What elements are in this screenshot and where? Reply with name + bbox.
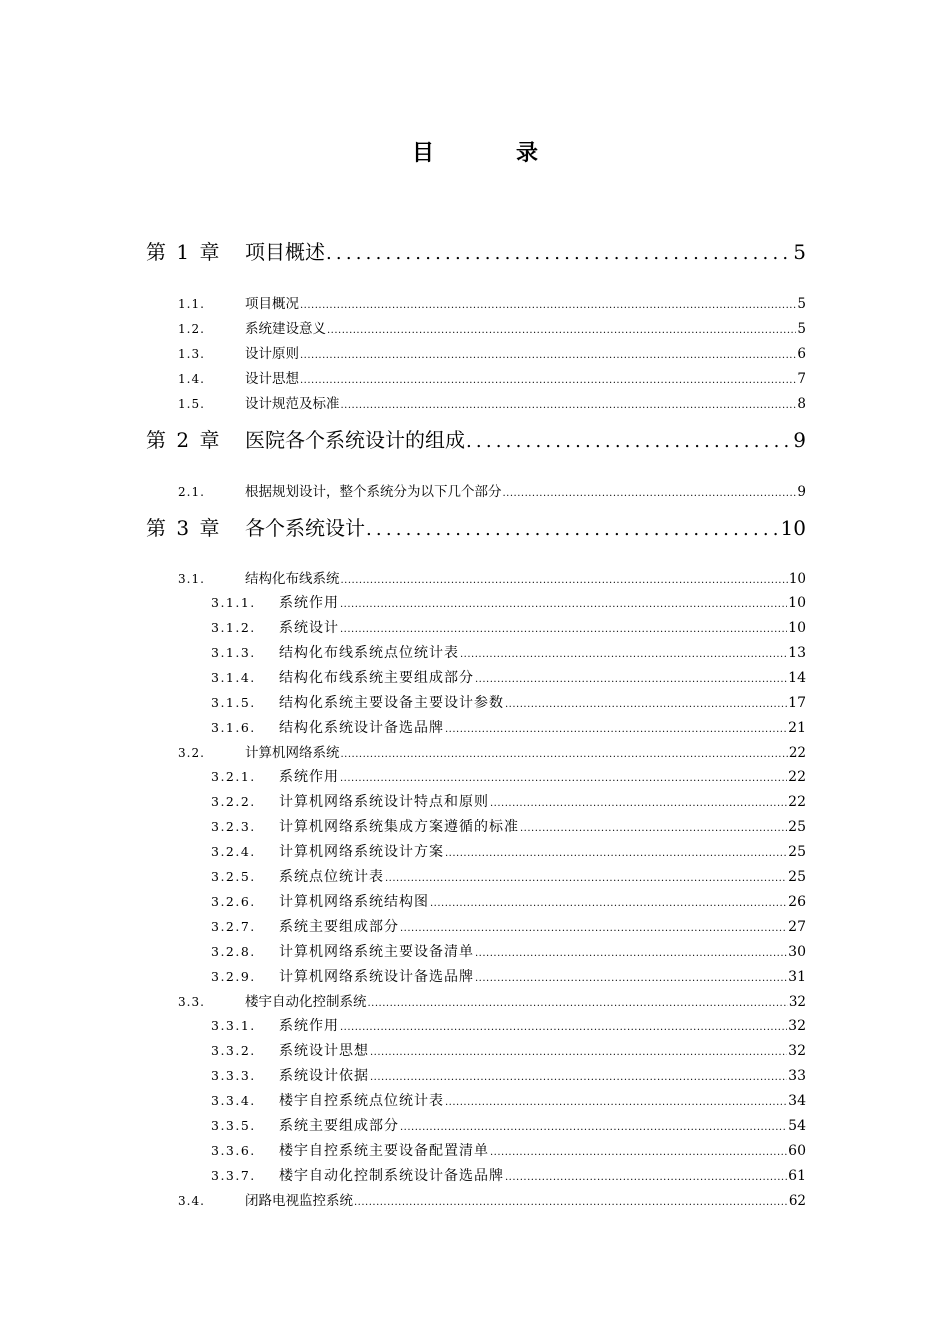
dot-leader bbox=[354, 1197, 788, 1208]
toc-chapter[interactable] bbox=[146, 236, 806, 265]
toc-subsection[interactable] bbox=[211, 941, 806, 961]
dot-leader bbox=[490, 798, 787, 809]
dot-leader bbox=[370, 1072, 787, 1083]
toc-entry-title: 系统设计依据 bbox=[279, 1068, 369, 1084]
toc-entry-number: 3.3.5. bbox=[211, 1118, 256, 1133]
dot-leader bbox=[445, 848, 787, 859]
dot-leader bbox=[475, 948, 787, 959]
toc-entry-number: 第 1 章 bbox=[146, 240, 222, 264]
toc-entry-title: 结构化系统主要设备主要设计参数 bbox=[279, 695, 504, 711]
toc-subsection[interactable] bbox=[211, 642, 806, 662]
toc-page-number: 60 bbox=[788, 1143, 806, 1159]
dot-leader bbox=[341, 575, 788, 586]
toc-entry-title: 项目概述 bbox=[245, 240, 325, 264]
toc-section[interactable] bbox=[178, 342, 806, 362]
toc-entry-number: 3.1.6. bbox=[211, 720, 256, 735]
dot-leader bbox=[341, 749, 788, 760]
toc-entry-title: 结构化布线系统点位统计表 bbox=[279, 645, 459, 661]
toc-entry-title: 各个系统设计 bbox=[245, 516, 365, 540]
dot-leader bbox=[300, 300, 796, 311]
dot-leader bbox=[385, 873, 787, 884]
toc-section[interactable] bbox=[178, 990, 806, 1010]
toc-entry-title: 闭路电视监控系统 bbox=[245, 1193, 353, 1209]
toc-entry-number: 3.1.4. bbox=[211, 670, 256, 685]
toc-page-number: 10 bbox=[788, 620, 806, 636]
toc-entry-number: 3.3.7. bbox=[211, 1168, 256, 1183]
toc-entry-number: 3.2.9. bbox=[211, 969, 256, 984]
toc-entry-number: 1.5. bbox=[178, 397, 205, 411]
toc-entry-number: 2.1. bbox=[178, 485, 205, 499]
toc-subsection[interactable] bbox=[211, 766, 806, 786]
toc-entry-number: 3.2.8. bbox=[211, 944, 256, 959]
toc-entry-title: 系统作用 bbox=[279, 1018, 339, 1034]
toc-entry-title: 系统设计 bbox=[279, 620, 339, 636]
dot-leader bbox=[340, 773, 787, 784]
toc-page-number: 62 bbox=[788, 1193, 806, 1209]
toc-chapter[interactable] bbox=[146, 512, 806, 541]
toc-section[interactable] bbox=[178, 367, 806, 387]
toc-entry-title: 计算机网络系统结构图 bbox=[279, 894, 429, 910]
toc-entry-title: 设计原则 bbox=[245, 346, 299, 362]
toc-section[interactable] bbox=[178, 292, 806, 312]
toc-entry-number: 3.1.2. bbox=[211, 620, 256, 635]
toc-page-number: 25 bbox=[788, 844, 806, 860]
toc-page-number: 6 bbox=[797, 346, 806, 362]
toc-subsection[interactable] bbox=[211, 592, 806, 612]
dot-leader bbox=[326, 243, 792, 264]
toc-entry-title: 计算机网络系统设计特点和原则 bbox=[279, 794, 489, 810]
toc-page-number: 34 bbox=[788, 1093, 806, 1109]
toc-entry-number: 3.3.2. bbox=[211, 1043, 256, 1058]
toc-page-number: 22 bbox=[788, 745, 806, 761]
toc-page-number: 21 bbox=[788, 720, 806, 736]
toc-page-number: 14 bbox=[788, 670, 806, 686]
toc-entry-number: 3.1.1. bbox=[211, 595, 256, 610]
toc-entry-title: 结构化系统设计备选品牌 bbox=[279, 720, 444, 736]
toc-subsection[interactable] bbox=[211, 667, 806, 687]
toc-page-number: 5 bbox=[797, 321, 806, 337]
toc-subsection[interactable] bbox=[211, 841, 806, 861]
toc-section[interactable] bbox=[178, 567, 806, 587]
toc-entry-number: 3.2.2. bbox=[211, 794, 256, 809]
toc-entry-title: 设计思想 bbox=[245, 371, 299, 387]
toc-page-number: 5 bbox=[797, 296, 806, 312]
toc-entry-number: 3.3.1. bbox=[211, 1018, 256, 1033]
toc-entry-number: 3.3. bbox=[178, 995, 205, 1009]
toc-entry-title: 计算机网络系统设计备选品牌 bbox=[279, 969, 474, 985]
dot-leader bbox=[340, 1022, 787, 1033]
toc-subsection[interactable] bbox=[211, 692, 806, 712]
toc-subsection[interactable] bbox=[211, 966, 806, 986]
toc-page-number: 13 bbox=[788, 645, 806, 661]
toc-entry-number: 3.2.5. bbox=[211, 869, 256, 884]
toc-entry-number: 3.1.3. bbox=[211, 645, 256, 660]
toc-subsection[interactable] bbox=[211, 1040, 806, 1060]
toc-entry-title: 项目概况 bbox=[245, 296, 299, 312]
toc-chapter[interactable] bbox=[146, 424, 806, 453]
toc-section[interactable] bbox=[178, 317, 806, 337]
toc-page-number: 32 bbox=[788, 994, 806, 1010]
toc-subsection[interactable] bbox=[211, 1165, 806, 1185]
toc-entry-number: 3.2.1. bbox=[211, 769, 256, 784]
toc-subsection[interactable] bbox=[211, 891, 806, 911]
toc-entry-title: 系统建设意义 bbox=[245, 321, 326, 337]
dot-leader bbox=[366, 519, 780, 540]
dot-leader bbox=[430, 898, 787, 909]
toc-entry-title: 系统主要组成部分 bbox=[279, 1118, 399, 1134]
toc-page-number: 9 bbox=[797, 484, 806, 500]
toc-entry-number: 3.3.3. bbox=[211, 1068, 256, 1083]
toc-entry-number: 3.2.3. bbox=[211, 819, 256, 834]
toc-page-number: 32 bbox=[788, 1043, 806, 1059]
toc-entry-title: 楼宇自动化控制系统 bbox=[245, 994, 367, 1010]
dot-leader bbox=[341, 400, 797, 411]
toc-entry-title: 系统主要组成部分 bbox=[279, 919, 399, 935]
toc-page-number: 25 bbox=[788, 869, 806, 885]
toc-entry-title: 系统作用 bbox=[279, 769, 339, 785]
toc-subsection[interactable] bbox=[211, 1015, 806, 1035]
toc-entry-number: 1.4. bbox=[178, 372, 205, 386]
toc-page-number: 10 bbox=[788, 571, 806, 587]
dot-leader bbox=[505, 699, 787, 710]
toc-subsection[interactable] bbox=[211, 1115, 806, 1135]
toc-page-number: 33 bbox=[788, 1068, 806, 1084]
toc-subsection[interactable] bbox=[211, 1065, 806, 1085]
toc-entry-title: 楼宇自控系统主要设备配置清单 bbox=[279, 1143, 489, 1159]
toc-page-number: 54 bbox=[788, 1118, 806, 1134]
dot-leader bbox=[475, 973, 787, 984]
toc-page-number: 27 bbox=[788, 919, 806, 935]
toc-page-number: 30 bbox=[788, 944, 806, 960]
toc-entry-number: 3.4. bbox=[178, 1194, 205, 1208]
dot-leader bbox=[445, 1097, 787, 1108]
dot-leader bbox=[300, 350, 796, 361]
dot-leader bbox=[340, 599, 787, 610]
toc-entry-title: 医院各个系统设计的组成 bbox=[245, 428, 465, 452]
toc-page-number: 17 bbox=[788, 695, 806, 711]
toc-entry-title: 计算机网络系统集成方案遵循的标准 bbox=[279, 819, 519, 835]
toc-entry-number: 3.2.7. bbox=[211, 919, 256, 934]
toc-entry-number: 1.1. bbox=[178, 297, 205, 311]
toc-page-number: 8 bbox=[797, 396, 806, 412]
toc-page-number: 22 bbox=[788, 769, 806, 785]
toc-entry-number: 3.2.4. bbox=[211, 844, 256, 859]
toc-entry-number: 3.1. bbox=[178, 572, 205, 586]
toc-page-number: 10 bbox=[780, 516, 806, 540]
toc-section[interactable] bbox=[178, 741, 806, 761]
toc-page-number: 25 bbox=[788, 819, 806, 835]
toc-page-number: 26 bbox=[788, 894, 806, 910]
toc-page-number: 10 bbox=[788, 595, 806, 611]
toc-entry-number: 第 3 章 bbox=[146, 516, 222, 540]
toc-page-number: 7 bbox=[797, 371, 806, 387]
toc-subsection[interactable] bbox=[211, 717, 806, 737]
toc-entry-number: 3.2. bbox=[178, 746, 205, 760]
toc-entry-title: 设计规范及标准 bbox=[245, 396, 340, 412]
dot-leader bbox=[368, 998, 788, 1009]
dot-leader bbox=[520, 823, 787, 834]
dot-leader bbox=[327, 325, 796, 336]
toc-subsection[interactable] bbox=[211, 1140, 806, 1160]
toc-subsection[interactable] bbox=[211, 866, 806, 886]
dot-leader bbox=[503, 488, 797, 499]
toc-page-number: 32 bbox=[788, 1018, 806, 1034]
toc-entry-title: 楼宇自控系统点位统计表 bbox=[279, 1093, 444, 1109]
toc-entry-number: 3.3.4. bbox=[211, 1093, 256, 1108]
dot-leader bbox=[370, 1047, 787, 1058]
toc-subsection[interactable] bbox=[211, 816, 806, 836]
toc-subsection[interactable] bbox=[211, 791, 806, 811]
dot-leader bbox=[466, 431, 792, 452]
toc-subsection[interactable] bbox=[211, 617, 806, 637]
toc-entry-number: 3.2.6. bbox=[211, 894, 256, 909]
toc-entry-title: 根据规划设计，整个系统分为以下几个部分 bbox=[245, 484, 502, 500]
dot-leader bbox=[505, 1172, 787, 1183]
toc-entry-title: 楼宇自动化控制系统设计备选品牌 bbox=[279, 1168, 504, 1184]
toc-entry-title: 结构化布线系统主要组成部分 bbox=[279, 670, 474, 686]
toc-entry-number: 第 2 章 bbox=[146, 428, 222, 452]
toc-page-number: 31 bbox=[788, 969, 806, 985]
toc-section[interactable] bbox=[178, 392, 806, 412]
dot-leader bbox=[400, 1122, 787, 1133]
toc-subsection[interactable] bbox=[211, 1090, 806, 1110]
dot-leader bbox=[300, 375, 796, 386]
toc-entry-title: 计算机网络系统 bbox=[245, 745, 340, 761]
toc-entry-number: 1.3. bbox=[178, 347, 205, 361]
toc-entry-title: 系统设计思想 bbox=[279, 1043, 369, 1059]
toc-section[interactable] bbox=[178, 1189, 806, 1209]
toc-subsection[interactable] bbox=[211, 916, 806, 936]
dot-leader bbox=[475, 674, 787, 685]
toc-page-number: 61 bbox=[788, 1168, 806, 1184]
toc-entry-title: 计算机网络系统主要设备清单 bbox=[279, 944, 474, 960]
toc-entry-title: 系统点位统计表 bbox=[279, 869, 384, 885]
toc-entry-number: 3.1.5. bbox=[211, 695, 256, 710]
dot-leader bbox=[490, 1147, 787, 1158]
dot-leader bbox=[460, 649, 787, 660]
toc-entry-number: 1.2. bbox=[178, 322, 205, 336]
toc-page-number: 9 bbox=[793, 428, 806, 452]
toc-page-number: 22 bbox=[788, 794, 806, 810]
toc-entry-number: 3.3.6. bbox=[211, 1143, 256, 1158]
dot-leader bbox=[340, 624, 787, 635]
toc-entry-title: 系统作用 bbox=[279, 595, 339, 611]
dot-leader bbox=[400, 923, 787, 934]
toc-title: 目 录 bbox=[411, 140, 568, 166]
toc-entry-title: 结构化布线系统 bbox=[245, 571, 340, 587]
dot-leader bbox=[445, 724, 787, 735]
toc-entry-title: 计算机网络系统设计方案 bbox=[279, 844, 444, 860]
toc-page-number: 5 bbox=[793, 240, 806, 264]
toc-section[interactable] bbox=[178, 480, 806, 500]
